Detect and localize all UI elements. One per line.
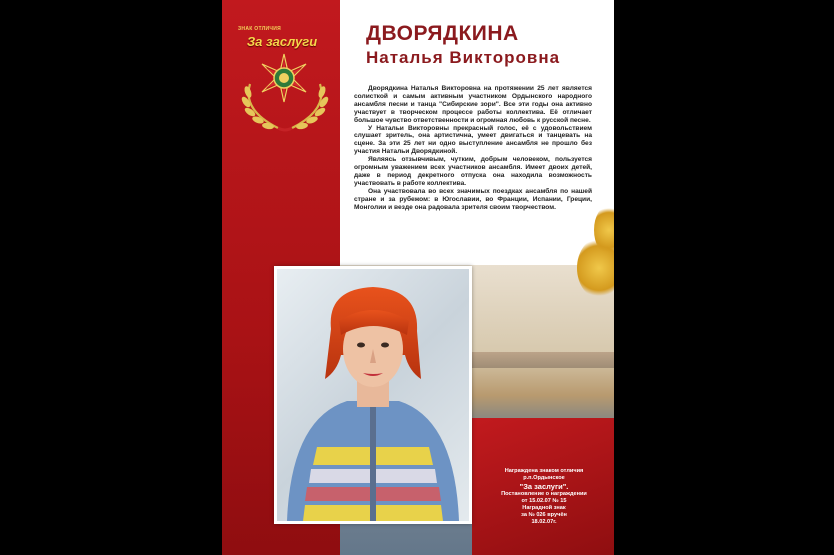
- biography-paragraph: У Натальи Викторовны прекрасный голос, её с удовольствием слушает зритель, она артистична, умеет двигаться и танцевать на сцене. За эти 25 лет ни одно выступление ансамбля не прошло без участия Натальи Дворядкиной.: [354, 124, 592, 156]
- biography-paragraph: Дворядкина Наталья Викторовна на протяжении 25 лет является солисткой и самым активным участником Ордынского народного ансамбля песни и танца "Сибирские зори". Все эти годы она активно участвует в творческом процессе работы коллектива. Её отличает большое чувство ответственности и огромная любовь к русской песне.: [354, 85, 592, 124]
- award-line: Награждена знаком отличия: [504, 468, 584, 474]
- award-line: Наградной знак: [522, 505, 566, 512]
- poster-page: [222, 0, 614, 555]
- award-line: за № 026 вручён: [521, 512, 567, 519]
- award-name: "За заслуги".: [519, 481, 569, 491]
- order-star-icon: [258, 52, 310, 104]
- biography-paragraph: Она участвовала во всех значимых поездках ансамбля по нашей стране и за рубежом: в Югославии, во Франции, Испании, Греции, Монголии и везде она радовала зрителя своим творчеством.: [354, 187, 592, 211]
- person-surname: ДВОРЯДКИНА: [366, 22, 519, 45]
- woman-portrait-icon: [277, 269, 469, 521]
- badge-heading: [234, 26, 330, 49]
- award-line: 18.02.07г.: [531, 519, 557, 526]
- person-name-heading: [366, 22, 606, 68]
- portrait-photo-frame: [274, 266, 472, 524]
- award-line: Постановление о награждении: [501, 491, 587, 498]
- award-line: от 15.02.07 № 15: [521, 498, 567, 505]
- award-caption: [480, 468, 608, 526]
- award-line: р.п.Ордынское: [523, 474, 565, 481]
- person-given-names: Наталья Викторовна: [366, 48, 561, 68]
- portrait-photo: [277, 269, 469, 521]
- biography-paragraph: Являясь отзывчивым, чутким, добрым человеком, пользуется огромным уважением всех участников ансамбля. Имеет двоих детей, даже в период декретного отпуска она находила возможность участвовать в работе коллектива.: [354, 156, 592, 187]
- badge-title: За заслуги: [246, 34, 318, 49]
- biography-text: [354, 85, 592, 212]
- badge-subtitle: ЗНАК ОТЛИЧИЯ: [238, 26, 282, 32]
